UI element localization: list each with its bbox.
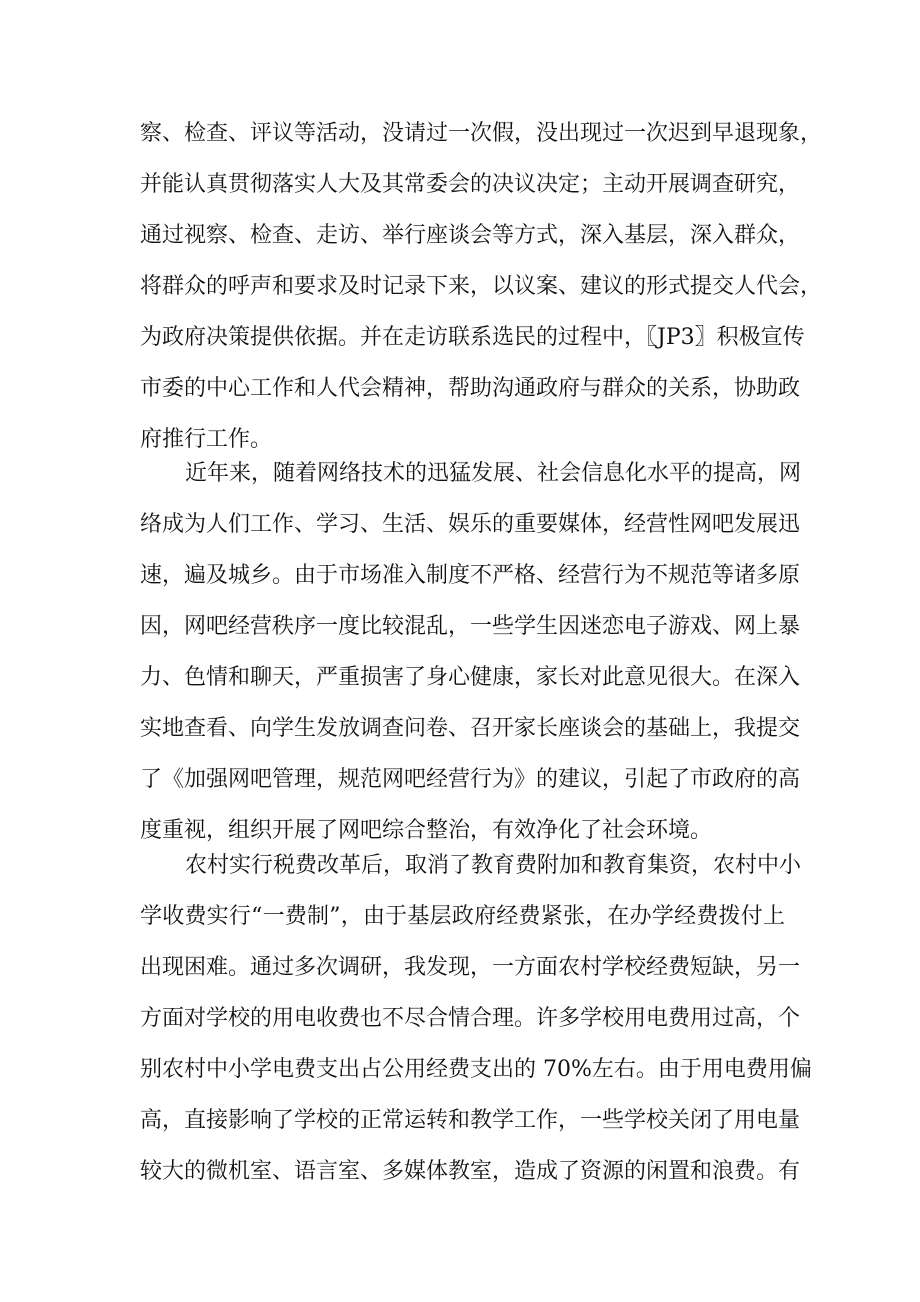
text-line: 度重视，组织开展了网吧综合整治，有效净化了社会环境。 [140,818,713,843]
text-line: 因，网吧经营秩序一度比较混乱，一些学生因迷恋电子游戏、网上暴 [140,614,801,639]
text-line: 别农村中小学电费支出占公用经费支出的 70%左右。由于用电费用偏 [140,1057,812,1082]
text-line: 络成为人们工作、学习、生活、娱乐的重要媒体，经营性网吧发展迅 [140,512,801,537]
text-line: 并能认真贯彻落实人大及其常委会的决议决定；主动开展调查研究， [140,172,801,197]
text-line: 方面对学校的用电收费也不尽合情合理。许多学校用电费用过高，个 [140,1006,801,1031]
text-line: 为政府决策提供依据。并在走访联系选民的过程中，〖JP3〗积极宣传 [140,325,805,350]
text-line: 力、色情和聊天，严重损害了身心健康，家长对此意见很大。在深入 [140,665,801,690]
text-line: 速，遍及城乡。由于市场准入制度不严格、经营行为不规范等诸多原 [140,563,801,588]
text-line: 察、检查、评议等活动，没请过一次假，没出现过一次迟到早退现象， [140,121,823,146]
text-line: 实地查看、向学生发放调查问卷、召开家长座谈会的基础上，我提交 [140,716,801,741]
paragraph-first-line: 近年来，随着网络技术的迅猛发展、社会信息化水平的提高，网 [185,461,802,486]
text-line: 将群众的呼声和要求及时记录下来，以议案、建议的形式提交人代会， [140,274,823,299]
paragraph-first-line: 农村实行税费改革后，取消了教育费附加和教育集资，农村中小 [185,853,802,878]
text-line: 高，直接影响了学校的正常运转和教学工作，一些学校关闭了用电量 [140,1108,801,1133]
text-line: 市委的中心工作和人代会精神，帮助沟通政府与群众的关系，协助政 [140,376,801,401]
text-line: 府推行工作。 [140,427,273,452]
text-line: 学收费实行“一费制”，由于基层政府经费紧张，在办学经费拨付上 [140,904,785,929]
text-line: 出现困难。通过多次调研，我发现，一方面农村学校经费短缺，另一 [140,955,801,980]
text-line: 了《加强网吧管理，规范网吧经营行为》的建议，引起了市政府的高 [140,767,801,792]
text-line: 通过视察、检查、走访、举行座谈会等方式，深入基层，深入群众， [140,223,801,248]
text-line: 较大的微机室、语言室、多媒体教室，造成了资源的闲置和浪费。有 [140,1159,801,1184]
